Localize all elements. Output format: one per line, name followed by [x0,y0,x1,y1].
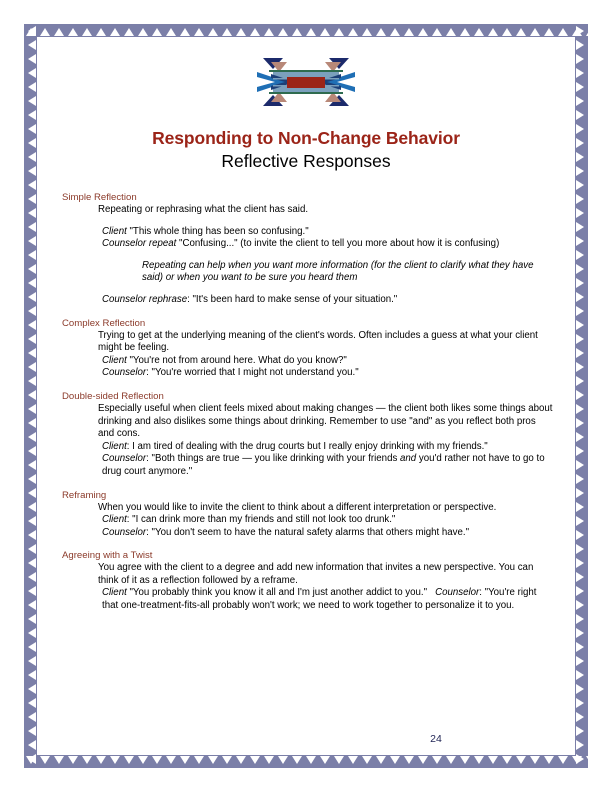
border-notch [276,755,290,768]
border-notch [24,304,37,318]
border-notch [220,24,234,37]
border-notch [290,755,304,768]
border-notch [416,755,430,768]
dialogue-text: : "You're worried that I might not understand you." [146,367,359,379]
section-heading: Reframing [62,489,107,501]
border-notch [24,318,37,332]
section-gap [62,380,554,390]
border-notch [575,626,588,640]
border-bar-top [24,24,588,37]
border-notch [472,24,486,37]
border-notch [24,556,37,570]
border-notch [430,755,444,768]
border-notch [575,752,588,766]
border-notch [24,108,37,122]
emphasized-word: and [400,453,417,465]
dialogue-line [98,355,554,368]
border-notch [528,24,542,37]
border-notch [570,24,584,37]
border-notch [24,514,37,528]
border-notch [374,755,388,768]
section-heading: Agreeing with a Twist [62,550,153,562]
body-text: You agree with the client to a degree and add new information that invites a new perspective. You can think of it as a reflection followed by a reframe. [98,562,537,586]
border-notch [304,24,318,37]
border-notch [584,755,598,768]
border-notch [318,755,332,768]
border-notch [164,755,178,768]
border-notch [575,192,588,206]
dialogue-speaker: Counselor repeat [102,238,177,250]
border-notch [24,584,37,598]
section [62,317,554,380]
dialogue-speaker: Client [102,440,127,452]
southwest-geometric-logo [243,56,369,108]
body-text: Especially useful when client feels mixed about making changes — the client both likes some things about drinking and also dislikes some things about drinking. Remember to use "and" as you reflect both pros and cons. [98,402,556,440]
border-notch [374,24,388,37]
page-subtitle: Reflective Responses [221,151,391,171]
border-notch [24,682,37,696]
dialogue-text: : "It's been hard to make sense of your situation." [187,293,398,305]
border-notch [575,710,588,724]
border-notch [38,755,52,768]
dialogue-line [98,453,554,478]
border-notch [575,430,588,444]
border-notch [575,290,588,304]
dialogue-text: : "You don't seem to have the natural safety alarms that others might have." [146,526,470,538]
border-notch [80,755,94,768]
border-notch [575,108,588,122]
section-body [98,502,554,540]
border-notch [24,752,37,766]
border-notch [472,755,486,768]
border-notch [52,755,66,768]
section-gap [62,307,554,317]
dialogue-text-2: : "You're right that one-treatment-fits-all probably won't work; we need to work together to personalize it to you. [102,587,540,612]
border-notch [444,24,458,37]
border-notch [346,755,360,768]
border-notch [542,24,556,37]
section [62,489,554,540]
border-notch [332,755,346,768]
border-notch [52,24,66,37]
border-notch [24,612,37,626]
border-notch [528,755,542,768]
dialogue-line [98,514,554,527]
border-notch [575,556,588,570]
border-notch [575,66,588,80]
border-notch [66,755,80,768]
dialogue-text: "This whole thing has been so confusing." [126,225,309,237]
border-notch [575,262,588,276]
border-notch [24,178,37,192]
section-body [98,204,554,307]
border-notch [575,220,588,234]
spacer [98,217,554,226]
border-notch [402,24,416,37]
border-notch [108,755,122,768]
border-notch [575,234,588,248]
border-notch [575,444,588,458]
border-notch [575,52,588,66]
border-notch [24,220,37,234]
border-notch [575,598,588,612]
border-notch [24,668,37,682]
border-notch [262,24,276,37]
section-gap [62,479,554,489]
border-notch [575,500,588,514]
border-notch [575,402,588,416]
border-notch [24,346,37,360]
border-notch [136,24,150,37]
border-notch [575,304,588,318]
border-notch [234,24,248,37]
dialogue-text: : I am tired of dealing with the drug courts but I really enjoy drinking with my friends." [126,440,488,452]
border-notch [575,528,588,542]
border-notch [24,458,37,472]
border-notch [24,500,37,514]
border-notch [402,755,416,768]
border-notch [514,755,528,768]
border-notch [24,402,37,416]
emphasis-note: Repeating can help when you want more information (for the client to clarify what they have said) or when you want to be sure you heard them [142,259,537,284]
section-heading: Complex Reflection [62,317,146,329]
section-body [98,562,554,612]
border-notch [430,24,444,37]
border-notch [38,24,52,37]
border-notch [575,388,588,402]
border-notch [416,24,430,37]
border-notch [24,570,37,584]
border-notch [24,542,37,556]
border-notch [220,755,234,768]
border-notch [24,52,37,66]
border-notch [24,640,37,654]
border-notch [388,755,402,768]
border-notch [24,66,37,80]
border-notch [575,514,588,528]
border-notch [178,755,192,768]
border-notch [500,755,514,768]
border-notch [136,755,150,768]
dialogue-speaker: Counselor [102,367,147,379]
border-notches-top [24,24,588,37]
border-notch [24,24,37,38]
border-notch [332,24,346,37]
border-notch [24,360,37,374]
border-notch [575,346,588,360]
border-notch [24,290,37,304]
dialogue-text-cont: you'd rather not have to go to drug court anymore." [102,453,548,477]
border-notch [94,24,108,37]
border-notch [575,458,588,472]
border-notch [66,24,80,37]
border-notch [24,374,37,388]
spacer [98,251,554,260]
body-text: Trying to get at the underlying meaning of the client's words. Often includes a guess at what your client might be feeling. [98,329,541,354]
border-notch [192,755,206,768]
border-notch [192,24,206,37]
border-notch [570,755,584,768]
border-notch [514,24,528,37]
dialogue-line [98,441,554,454]
border-notch [542,755,556,768]
section-body [98,403,554,479]
border-notch [234,755,248,768]
border-notches-bottom [24,755,588,768]
border-notch [24,94,37,108]
border-notch [206,755,220,768]
dialogue-text: "You're not from around here. What do you know?" [126,354,347,366]
border-notch [150,755,164,768]
border-notch [164,24,178,37]
border-notch [486,24,500,37]
section [62,549,554,612]
dialogue-speaker: Client [102,225,127,237]
dialogue-speaker: Client [102,354,127,366]
border-notch [24,654,37,668]
section [62,191,554,307]
border-notch [24,528,37,542]
border-notch [24,696,37,710]
border-notch [575,584,588,598]
page-title: Responding to Non-Change Behavior [152,128,460,148]
border-notch [458,24,472,37]
border-notch [24,486,37,500]
dialogue-text: "You probably think you know it all and I'm just another addict to you." [126,587,436,599]
border-notch [24,388,37,402]
border-notch [24,276,37,290]
border-notch [24,710,37,724]
border-notch [575,276,588,290]
border-notch [318,24,332,37]
border-notch [24,472,37,486]
dialogue-text: : "I can drink more than my friends and still not look too drunk." [126,514,396,526]
border-notch [346,24,360,37]
border-notch [575,472,588,486]
body-text: Repeating or rephrasing what the client has said. [98,204,309,215]
border-notch [360,755,374,768]
border-notch [575,24,588,38]
border-notch [80,24,94,37]
border-notch [556,24,570,37]
border-notch [575,248,588,262]
border-bar-bottom [24,755,588,768]
border-notch [248,755,262,768]
border-notch [575,696,588,710]
border-notch [500,24,514,37]
dialogue-line [98,527,554,540]
dialogue-line [98,367,554,380]
body-text: When you would like to invite the client to think about a different interpretation or perspective. [98,501,497,513]
border-notch [24,80,37,94]
border-notch [584,24,598,37]
border-notch [388,24,402,37]
section-gap [62,539,554,549]
border-notch [262,755,276,768]
border-notch [575,542,588,556]
border-notch [575,206,588,220]
border-notch [575,668,588,682]
section-heading: Double-sided Reflection [62,390,164,402]
border-notch [575,682,588,696]
dialogue-line [98,226,554,239]
dialogue-speaker: Counselor [102,453,147,465]
border-notch [575,612,588,626]
border-notch [575,374,588,388]
border-notch [108,24,122,37]
border-notch [360,24,374,37]
border-notch [575,360,588,374]
page-number [0,733,612,745]
border-notch [575,332,588,346]
dialogue-speaker: Counselor [102,526,147,538]
border-notch [575,640,588,654]
border-notch [24,262,37,276]
dialogue-speaker: Counselor rephrase [102,293,188,305]
border-notch [575,38,588,52]
border-notch [575,318,588,332]
border-notch [575,416,588,430]
border-notch [24,755,38,768]
dialogue-speaker: Client [102,514,127,526]
border-notch [122,755,136,768]
spacer [98,285,554,294]
border-notch [150,24,164,37]
dialogue-text: "Confusing..." (to invite the client to tell you more about how it is confusing) [176,238,500,250]
border-notch [24,234,37,248]
dialogue-line [98,238,554,251]
border-notch [575,80,588,94]
section-heading: Simple Reflection [62,192,137,203]
border-notch [575,94,588,108]
border-notch [24,206,37,220]
dialogue-text: : "Both things are true — you like drinking with your friends [146,453,400,465]
dialogue-speaker: Client [102,587,127,599]
border-notch [575,486,588,500]
border-notch [24,38,37,52]
border-notch [178,24,192,37]
border-notch [24,598,37,612]
border-notch [24,192,37,206]
border-notch [24,248,37,262]
border-notch [122,24,136,37]
dialogue-speaker-2: Counselor [435,587,480,599]
section [62,390,554,479]
border-notch [575,570,588,584]
dialogue-line [98,294,554,307]
border-notch [276,24,290,37]
border-notch [575,178,588,192]
border-notch [24,416,37,430]
border-notch [248,24,262,37]
border-notch [458,755,472,768]
border-notch [24,444,37,458]
border-notch [575,654,588,668]
border-notch [24,430,37,444]
border-notch [290,24,304,37]
border-notch [556,755,570,768]
border-notch [444,755,458,768]
border-notch [24,626,37,640]
border-notch [24,332,37,346]
dialogue-line [98,587,554,612]
document-body [62,191,554,613]
border-notch [486,755,500,768]
page-number-value: 24 [430,733,442,745]
border-notch [94,755,108,768]
border-notch [206,24,220,37]
border-notch [24,24,38,37]
section-body [98,330,554,380]
border-notch [304,755,318,768]
